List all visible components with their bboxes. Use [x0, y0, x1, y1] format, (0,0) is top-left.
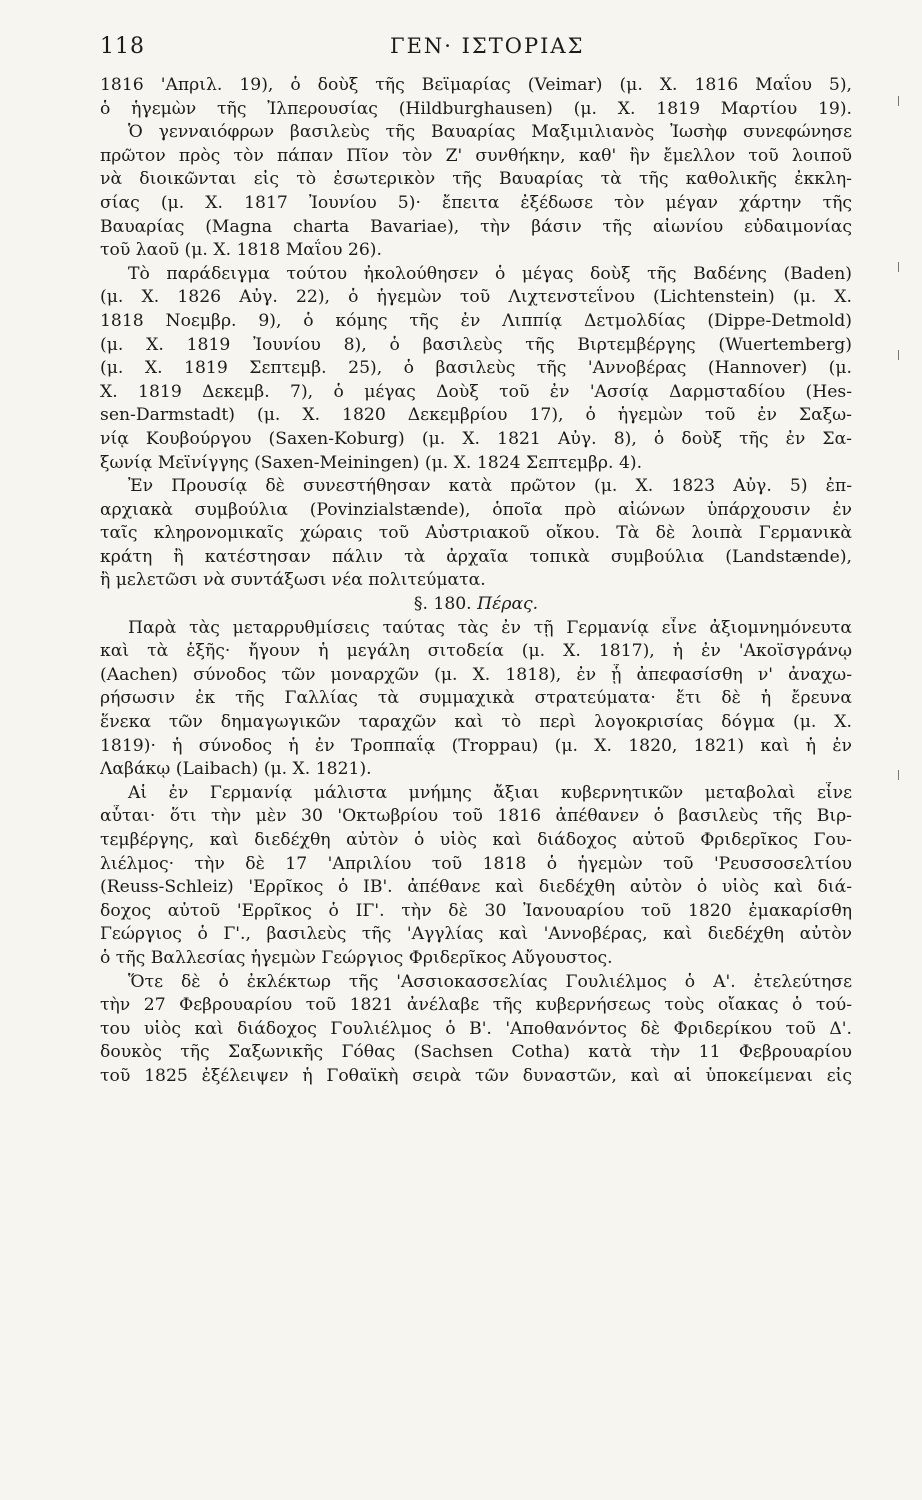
text-line: Ἐν Προυσίᾳ δὲ συνεστήθησαν κατὰ πρῶτον (μ. Χ. 1823 Αὐγ. 5) ἐπ- — [128, 476, 852, 497]
margin-tick-mark — [898, 350, 902, 360]
section-title: Πέρας. — [477, 594, 539, 615]
text-line: 1819)· ἡ σύνοδος ἡ ἐν Τροππαΐᾳ (Troppau) (μ. Χ. 1820, 1821) καὶ ἡ ἐν — [100, 735, 852, 756]
page-header — [100, 34, 852, 74]
margin-tick-mark — [898, 262, 902, 272]
text-line: ρήσωσιν ἐκ τῆς Γαλλίας τὰ συμμαχικὰ στρατεύματα· ἔτι δὲ ἡ ἔρευνα — [100, 688, 852, 709]
text-line: ἢ μελετῶσι νὰ συντάξωσι νέα πολιτεύματα. — [100, 570, 486, 591]
text-line: (μ. Χ. 1826 Αὐγ. 22), ὁ ἡγεμὼν τοῦ Λιχτενστεΐνου (Lichtenstein) (μ. Χ. — [100, 287, 852, 308]
text-line: 1818 Νοεμβρ. 9), ὁ κόμης τῆς ἐν Λιππίᾳ Δετμολδίας (Dippe-Detmold) — [100, 310, 852, 331]
text-line: (Aachen) σύνοδος τῶν μοναρχῶν (μ. Χ. 1818), ἐν ᾗ ἀπεφασίσθη ν' ἀναχω- — [100, 664, 852, 685]
section-heading — [100, 593, 852, 617]
text-line: σίας (μ. Χ. 1817 Ἰουνίου 5)· ἔπειτα ἐξέδωσε τὸν μέγαν χάρτην τῆς — [100, 192, 852, 213]
text-line: του υἱὸς καὶ διάδοχος Γουλιέλμος ὁ Β'. 'Αποθανόντος δὲ Φριδερίκου τοῦ Δ'. — [100, 1018, 852, 1039]
text-line: Ὁ γενναιόφρων βασιλεὺς τῆς Βαυαρίας Μαξιμιλιανὸς Ἰωσὴφ συνεφώνησε — [128, 122, 852, 143]
section-number: §. 180. — [413, 594, 472, 615]
text-line: δουκὸς τῆς Σαξωνικῆς Γόθας (Sachsen Cotha) κατὰ τὴν 11 Φεβρουαρίου — [100, 1042, 852, 1063]
running-title: ΓΕΝ· ΙΣΤΟΡΙΑΣ — [390, 34, 585, 58]
text-line: ὁ ἡγεμὼν τῆς Ἰλπερουσίας (Hildburghausen) (μ. Χ. 1819 Μαρτίου 19). — [100, 98, 852, 119]
text-line: καὶ τὰ ἑξῆς· ἤγουν ἡ μεγάλη σιτοδεία (μ. Χ. 1817), ἡ ἐν 'Ακοϊσγράνῳ — [100, 641, 852, 662]
text-line: αὗται· ὅτι τὴν μὲν 30 'Οκτωβρίου τοῦ 1816 ἀπέθανεν ὁ βασιλεὺς τῆς Βιρ- — [100, 806, 852, 827]
margin-tick-mark — [898, 96, 902, 106]
text-line: ὁ τῆς Βαλλεσίας ἡγεμὼν Γεώργιος Φριδερῖκος Αὔγουστος. — [100, 947, 613, 968]
text-line: Χ. 1819 Δεκεμβ. 7), ὁ μέγας Δοὺξ τοῦ ἐν 'Ασσίᾳ Δαρμσταδίου (Hes- — [100, 381, 852, 402]
text-line: sen-Darmstadt) (μ. Χ. 1820 Δεκεμβρίου 17), ὁ ἡγεμὼν τοῦ ἐν Σαξω- — [100, 405, 852, 426]
page-number: 118 — [100, 34, 145, 59]
text-line: λιέλμος· τὴν δὲ 17 'Απριλίου τοῦ 1818 ὁ ἡγεμὼν τοῦ 'Ρευσσοσελτίου — [100, 853, 852, 874]
text-line: 1816 'Απριλ. 19), ὁ δοὺξ τῆς Βεϊμαρίας (Veimar) (μ. Χ. 1816 Μαΐου 5), — [100, 75, 852, 95]
text-line: Ὅτε δὲ ὁ ἐκλέκτωρ τῆς 'Ασσιοκασσελίας Γουλιέλμος ὁ Α'. ἐτελεύτησε — [128, 971, 852, 992]
text-line: πρῶτον πρὸς τὸν πάπαν Πῖον τὸν Ζ' συνθήκην, καθ' ἣν ἔμελλον τοῦ λοιποῦ — [100, 145, 852, 166]
text-line: Τὸ παράδειγμα τούτου ἠκολούθησεν ὁ μέγας δοὺξ τῆς Βαδένης (Baden) — [128, 263, 852, 284]
text-line: τὴν 27 Φεβρουαρίου τοῦ 1821 ἀνέλαβε τῆς κυβερνήσεως τοὺς οἴακας ὁ τού- — [100, 995, 852, 1016]
text-line: Γεώργιος ὁ Γ'., βασιλεὺς τῆς 'Αγγλίας καὶ 'Αννοβέρας, καὶ διεδέχθη αὐτὸν — [100, 924, 852, 945]
text-line: (μ. Χ. 1819 Σεπτεμβ. 25), ὁ βασιλεὺς τῆς 'Αννοβέρας (Hannover) (μ. — [100, 358, 852, 379]
text-line: τοῦ λαοῦ (μ. Χ. 1818 Μαΐου 26). — [100, 240, 382, 261]
text-line: νὰ διοικῶνται εἰς τὸ ἐσωτερικὸν τῆς Βαυαρίας τὰ τῆς καθολικῆς ἐκκλη- — [100, 169, 852, 190]
text-line: Βαυαρίας (Magna charta Bavariae), τὴν βάσιν τῆς αἰωνίου εὐδαιμονίας — [100, 216, 852, 237]
text-line: ξωνίᾳ Μεϊνίγγης (Saxen-Meiningen) (μ. Χ. 1824 Σεπτεμβρ. 4). — [100, 452, 643, 473]
body-text — [100, 74, 852, 1089]
text-line: νίᾳ Κουβούργου (Saxen-Koburg) (μ. Χ. 1821 Αὐγ. 8), ὁ δοὺξ τῆς ἐν Σα- — [100, 428, 852, 449]
text-line: τοῦ 1825 ἐξέλειψεν ἡ Γοθαϊκὴ σειρὰ τῶν δυναστῶν, καὶ αἱ ὑποκείμεναι εἰς — [100, 1065, 852, 1086]
text-line: Παρὰ τὰς μεταρρυθμίσεις ταύτας τὰς ἐν τῇ Γερμανίᾳ εἶνε ἀξιομνημόνευτα — [128, 617, 852, 638]
text-line: τεμβέργης, καὶ διεδέχθη αὐτὸν ὁ υἱὸς καὶ διάδοχος αὐτοῦ Φριδερῖκος Γου- — [100, 830, 852, 850]
text-line: (Reuss-Schleiz) 'Ερρῖκος ὁ ΙΒ'. ἀπέθανε καὶ διεδέχθη αὐτὸν ὁ υἱὸς καὶ διά- — [100, 877, 852, 898]
text-line: κράτη ἢ κατέστησαν πάλιν τὰ ἀρχαῖα τοπικὰ συμβούλια (Landstænde), — [100, 546, 852, 567]
text-line: δοχος αὐτοῦ 'Ερρῖκος ὁ ΙΓ'. τὴν δὲ 30 Ἰανουαρίου τοῦ 1820 ἐμακαρίσθη — [100, 900, 852, 921]
text-line: Λαβάκῳ (Laibach) (μ. Χ. 1821). — [100, 759, 372, 780]
text-line: (μ. Χ. 1819 Ἰουνίου 8), ὁ βασιλεὺς τῆς Βιρτεμβέργης (Wuertemberg) — [100, 334, 852, 355]
text-line: ταῖς κληρονομικαῖς χώραις τοῦ Αὐστριακοῦ οἴκου. Τὰ δὲ λοιπὰ Γερμανικὰ — [100, 523, 852, 544]
text-line: ἕνεκα τῶν δημαγωγικῶν ταραχῶν καὶ τὸ περὶ λογοκρισίας δόγμα (μ. Χ. — [100, 712, 852, 733]
text-line: Αἱ ἐν Γερμανίᾳ μάλιστα μνήμης ἄξιαι κυβερνητικῶν μεταβολαὶ εἶνε — [128, 782, 852, 803]
text-line: αρχιακὰ συμβούλια (Povinzialstænde), ὁποῖα πρὸ αἰώνων ὑπάρχουσιν ἐν — [100, 499, 852, 520]
margin-tick-mark — [898, 770, 902, 780]
